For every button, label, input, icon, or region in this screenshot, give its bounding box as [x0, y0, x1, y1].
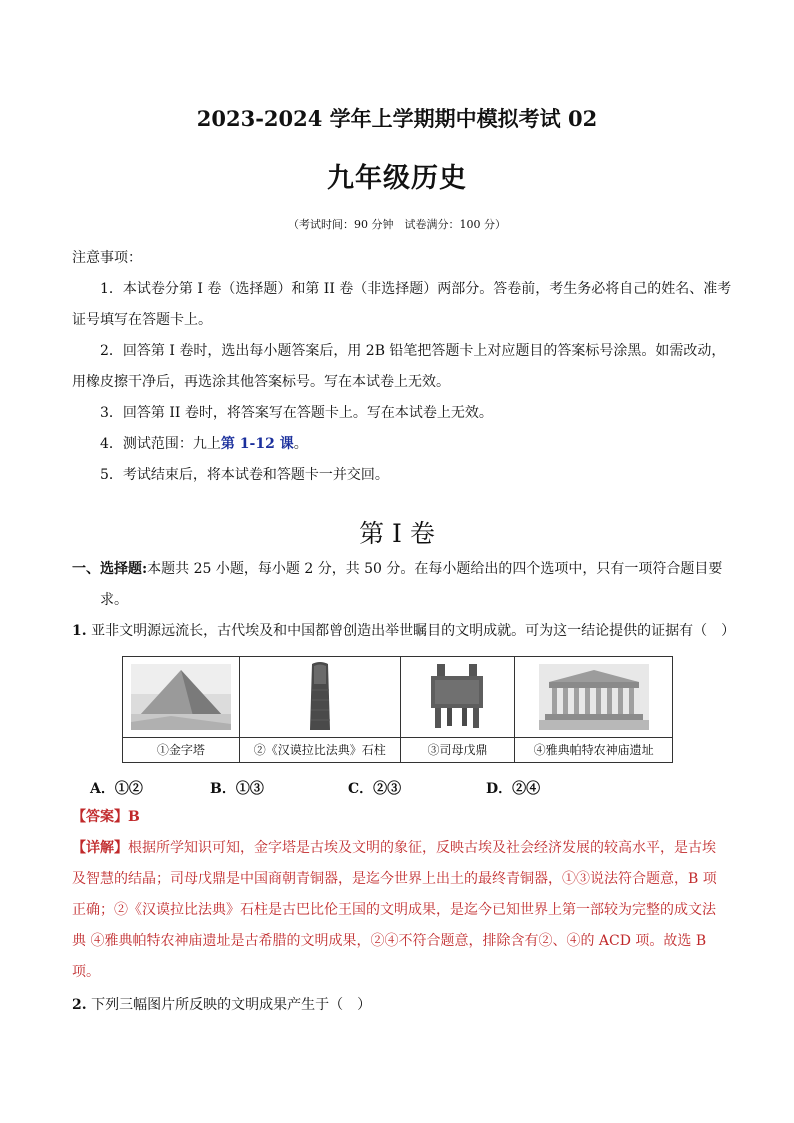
answer-value: B — [128, 809, 140, 825]
notes-heading: 注意事项： — [72, 250, 142, 266]
subject-title: 九年级历史 — [327, 163, 467, 194]
q2-number: 2. — [72, 997, 87, 1013]
section-instructions-line-1 — [72, 559, 722, 579]
explain-line-4: 典 ④雅典帕特农神庙遗址是古希腊的文明成果，②④不符合题意，排除含有②、④的 ACD 项。故选 B — [72, 933, 707, 949]
code-stele-photo — [240, 657, 400, 737]
q2-stem: 下列三幅图片所反映的文明成果产生于（ ） — [91, 997, 372, 1013]
exam-meta: （考试时间：90 分钟 试卷满分：100 分） — [288, 218, 506, 231]
note-2-line-1: 2．回答第 I 卷时，选出每小题答案后，用 2B 铅笔把答题卡上对应题目的答案标号涂黑。如需改动， — [100, 343, 726, 359]
note-4-prefix: 4．测试范围：九上 — [100, 436, 221, 452]
explain-label: 【详解】 — [72, 840, 128, 856]
section-instructions-line-2: 求。 — [100, 592, 128, 608]
option-a: A．①② — [90, 781, 143, 797]
parthenon-photo-cell — [515, 657, 673, 738]
note-4-suffix: 。 — [293, 436, 308, 452]
section-title: 第 I 卷 — [359, 519, 435, 548]
explain-line-2: 及智慧的结晶；司母戊鼎是中国商朝青铜器，是迄今世界上出土的最终青铜器，①③说法符合题意，B 项 — [72, 871, 717, 887]
q1-image-table — [122, 656, 673, 763]
note-2-line-2: 用橡皮擦干净后，再选涂其他答案标号。写在本试卷上无效。 — [72, 374, 450, 390]
caption-3: ③司母戊鼎 — [400, 738, 515, 763]
section-label: 一、选择题: — [72, 561, 148, 577]
note-3: 3．回答第 II 卷时，将答案写在答题卡上。写在本试卷上无效。 — [100, 405, 493, 421]
caption-2: ②《汉谟拉比法典》石柱 — [239, 738, 400, 763]
q2-stem-line — [72, 995, 371, 1015]
note-1-line-1: 1．本试卷分第 I 卷（选择题）和第 II 卷（非选择题）两部分。答卷前，考生务必将自己的姓名、准考 — [100, 281, 732, 297]
explain-line-1 — [72, 838, 716, 858]
note-4-range: 第 1-12 课 — [220, 436, 294, 452]
note-1-line-2: 证号填写在答题卡上。 — [72, 312, 212, 328]
q1-number: 1. — [72, 623, 87, 639]
pyramid-photo-cell — [123, 657, 240, 738]
pyramid-photo — [123, 657, 239, 737]
answer-line — [72, 807, 140, 827]
caption-1: ①金字塔 — [123, 738, 240, 763]
note-4 — [100, 434, 308, 454]
note-5: 5．考试结束后，将本试卷和答题卡一并交回。 — [100, 467, 389, 483]
option-c: C．②③ — [348, 781, 402, 797]
exam-title: 2023-2024 学年上学期期中模拟考试 02 — [196, 106, 598, 131]
option-d: D．②④ — [486, 781, 541, 797]
ding-photo — [401, 657, 515, 737]
option-b: B．①③ — [210, 781, 264, 797]
q1-stem: 亚非文明源远流长，古代埃及和中国都曾创造出举世瞩目的文明成就。可为这一结论提供的证据有（ ） — [91, 623, 736, 639]
q1-stem-line — [72, 621, 735, 641]
explain-line-5: 项。 — [72, 964, 100, 980]
caption-4: ④雅典帕特农神庙遗址 — [515, 738, 673, 763]
parthenon-photo — [515, 657, 672, 737]
code-stele-photo-cell — [239, 657, 400, 738]
ding-photo-cell — [400, 657, 515, 738]
explain-text-1: 根据所学知识可知，金字塔是古埃及文明的象征，反映古埃及社会经济发展的较高水平，是古埃 — [128, 840, 716, 856]
answer-label: 【答案】 — [72, 809, 128, 825]
section-instructions-text: 本题共 25 小题，每小题 2 分，共 50 分。在每小题给出的四个选项中，只有一项符合题目要 — [147, 561, 723, 577]
explain-line-3: 正确；②《汉谟拉比法典》石柱是古巴比伦王国的文明成果，是迄今已知世界上第一部较为完整的成文法 — [72, 902, 716, 918]
